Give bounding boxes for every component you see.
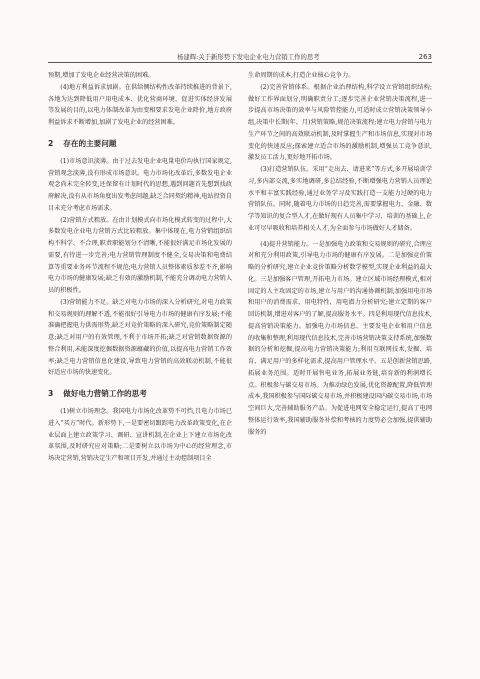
section-number: 3 (48, 389, 54, 398)
section-heading (48, 389, 232, 399)
paragraph: (3)营销能力不足。缺乏对电力市场的深入分析研究,对电力政策和交易规则的理解不透,不能很好引导电力市场的健康有序发展;不能准确把握电力供需形势,缺乏对竞价策略的深入研究,竞价策略制定随意;缺乏对用户的有效管理,不利于市场开拓;缺乏对营销数据资源的整合利用,未能深度挖掘数据资源蕴藏的价值,以提高电力营销工作效率;缺乏电力营销信息化建设,导致电力营销的高效联动机制,不能很好适应市场的快速变化。 (48, 298, 232, 377)
paragraph: (4)提升营销能力。一是加强电力政策和交易规则的研究,合理应对和充分利用政策,引导电力市场的健康有序发展。二是加强竞价策略的分析研究,建立企业竞价策略分析数学模型,实现企业利益的最大化。三是加强客户管理,开拓电力市场。建立区域市场经理模式,相对固定的人主攻固定的市场,建立与用户的沟通协调机制,加强用电市场和用户的消费需求、用电特性、用电潜力分析研究;建立定期的客户回访机制,增进对客户的了解,提高服务水平。四是利用现代信息技术,提高营销决策能力。加强电力市场信息、主要发电企业和用户信息的收集和整理,利用现代信息技术,完善市场营销决策支持系统,加强数据的分析和挖掘,提高电力营销决策能力;利用互联网技术,发掘、培育、满足用户的多样化需求,提高用户管理水平。五是创新营销思路,拓展业务范围。适时开展售电业务,拓展业务链,培育新的利润增长点。积极参与碳交易市场。为推动绿色发展,优化资源配置,降低管理成本,我国积极参与国际碳交易市场,并积极建设国内碳交易市场,市场空间巨大,完善辅助服务产品。为促进电网安全稳定运行,提高了电网整体运行效率,我国辅助服务补偿和考核的力度势必会加强,提供辅助服务的 (248, 240, 432, 436)
paragraph: 生命周期的成本,打造企业核心竞争力。 (248, 72, 355, 79)
header-title: 杨建辉:关于新形势下发电企业电力营销工作的思考 (176, 53, 320, 61)
paragraph: (1)树立市场理念。我国电力市场化改革势不可挡,且电力市场已进入“买方”时代。新形势下,一是要密切跟踪电力改革政策变化,在企业层面上建立政策学习、调研、宣讲机制,在企业上下建立市场化改革氛围,及时研究应对策略;二是要树立以市场为中心的经营理念,市场决定营销,营销决定生产和项目开发,并通过主动控制项目全 (48, 408, 232, 462)
paragraph: (1)市场意识淡薄。由于过去发电企业电量电价均执行国家规定,营销观念淡薄,没有形成市场意识。电力市场化改革后,多数发电企业观念尚未完全转变,还保留有计划时代的思想,遇到问题首先想到找政府解决,没有从市场角度出发考虑问题,缺乏合同契约精神,电站投资自目未充分考虑市场需求。 (48, 157, 232, 212)
right-column (248, 70, 432, 630)
body-columns (48, 70, 432, 630)
left-column (48, 70, 232, 630)
page-number: 263 (418, 53, 432, 61)
section-number: 2 (48, 138, 54, 148)
paragraph: (2)完善营销体系。根据企业治理结构,科学设立营销组织结构;做好工作界面划分,明确职责分工;逐步完善企业营销决策流程,进一步提高市场决策的效率与风险管控能力,可适时成立营销决策领导小组,决策中长期(年、月)营销策略,规范决策流程;建立电力营销与电力生产环节之间的高效联动机制,及时掌握生产和市场信息,实现对市场变化的快速反应;探索建立适合市场的激励机制,增强员工竞争意识,激发员工活力,更好地开拓市场。 (248, 83, 432, 162)
paragraph: 预期,增加了发电企业经营决策的困难。 (48, 72, 155, 79)
paragraph: (4)地方利益诉求加剧。在供给侧结构性改革持续推进的背景下,各地为达到降低用户用电成本、优化营商环境、促进实体经济发展等发展的目的,以电力体制改革为由变相要求发电企业降价,地方政府利益诉求不断增加,加剧了发电企业的经营困难。 (48, 83, 232, 126)
header-rule (48, 62, 432, 63)
paragraph: (3)打造营销队伍。采用“走出去、请进来”等方式,多开展培训学习,多内部交流,多实地调研,多总结经验,不断增强电力营销人员理论水平和丰富实践经验,通过业务学习及实践打造一支能力过硬的电力营销队伍。同时,随着电力市场的日趋完善,需要掌握电力、金融、数学等知识的复合型人才,在做好现有人员集中学习、培训的基础上,企业可尽早吸收和培养相关人才,为全面参与市场做好人才储备。 (248, 166, 432, 232)
paragraph: (2)营销方式粗放。在由计划模式向市场化模式转变的过程中,大多数发电企业电力营销方式比较粗放。集中体现在,电力营销组织结构不科学、不合理,职责职能划分不清晰,不能很好满足市场化发展的需要,有待进一步完善;电力营销管理制度不健全,交易决策和电费结算等重要业务环节流程不规范;电力营销人员整体素质参差不齐,影响电力市场的健康发展;缺乏有效的激励机制,不能充分调动电力营销人员的积极性。 (48, 216, 232, 294)
running-header (48, 52, 432, 61)
section-title: 存在的主要问题 (63, 138, 117, 148)
section-heading (48, 139, 232, 149)
section-title: 做好电力营销工作的思考 (63, 389, 147, 398)
